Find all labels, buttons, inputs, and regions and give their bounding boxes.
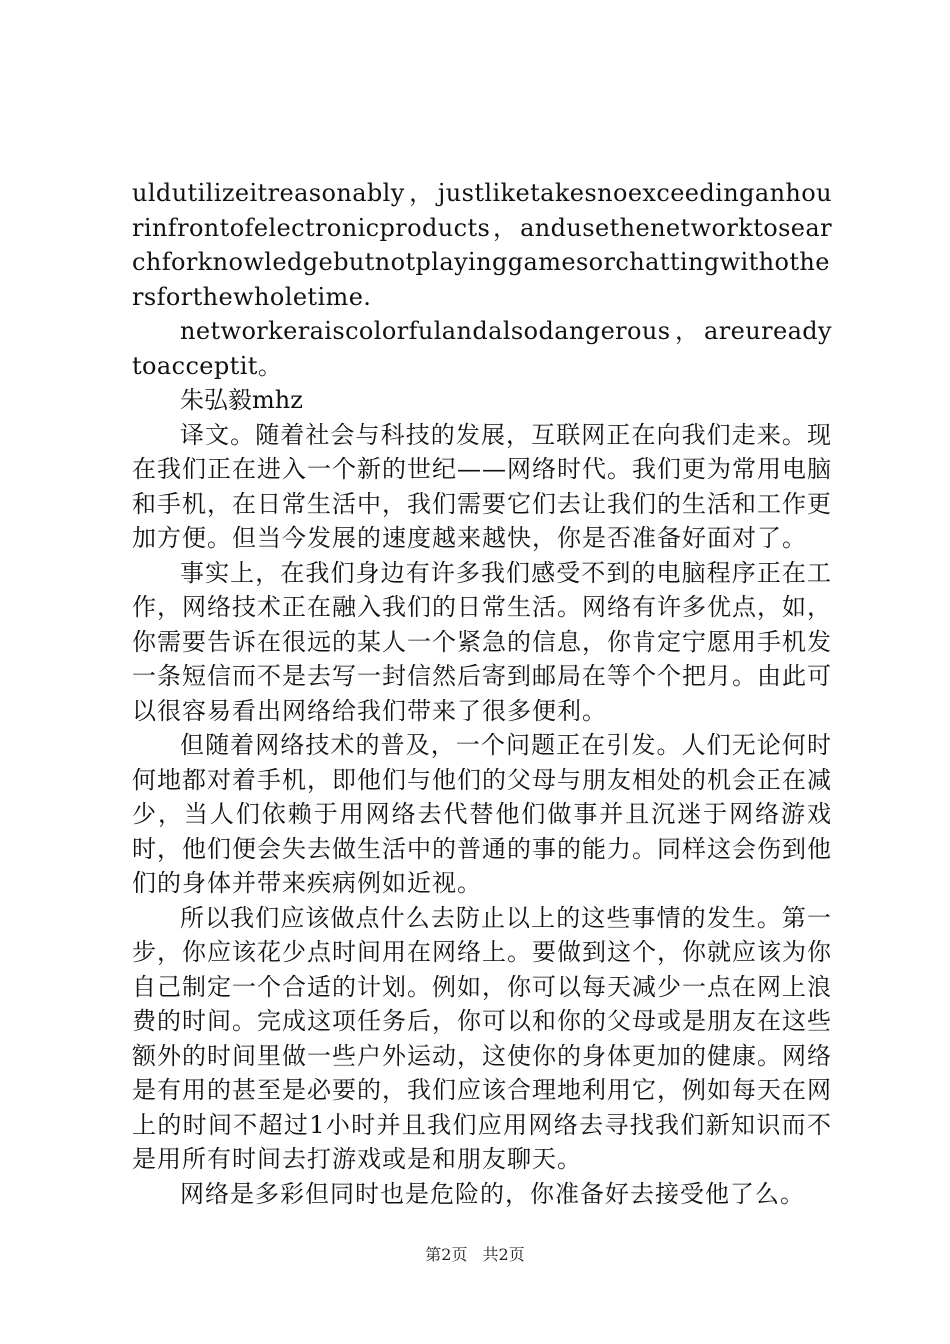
chinese-paragraph: 译文。随着社会与科技的发展，互联网正在向我们走来。现在我们正在进入一个新的世纪——网络时代。我们更为常用电脑和手机，在日常生活中，我们需要它们去让我们的生活和工作更加方便。但当今发展的速度越来越快，你是否准备好面对了。 xyxy=(132,420,832,552)
page-total: 共2页 xyxy=(482,1245,525,1264)
english-paragraph: networkeraiscolorfulandalsodangerous，areureadytoacceptit。 xyxy=(132,317,832,380)
chinese-paragraph: 所以我们应该做点什么去防止以上的这些事情的发生。第一步，你应该花少点时间用在网络上。要做到这个，你就应该为你自己制定一个合适的计划。例如，你可以每天减少一点在网上浪费的时间。完成这项任务后，你可以和你的父母或是朋友在这些额外的时间里做一些户外运动，这使你的身体更加的健康。网络是有用的甚至是必要的，我们应该合理地利用它，例如每天在网上的时间不超过1小时并且我们应用网络去寻找我们新知识而不是用所有时间去打游戏或是和朋友聊天。 xyxy=(132,903,832,1173)
english-paragraph: uldutilizeitreasonably，justliketakesnoexceedinganhourinfrontofelectronicproducts，andusethenetworktosearchforknowledgebutnotplayinggamesorchattingwithothersforthewholetime. xyxy=(132,179,832,311)
author-line: 朱弘毅mhz xyxy=(180,386,303,414)
page-footer xyxy=(0,1242,950,1265)
chinese-paragraph: 网络是多彩但同时也是危险的，你准备好去接受他了么。 xyxy=(180,1179,805,1208)
chinese-paragraph: 但随着网络技术的普及，一个问题正在引发。人们无论何时何地都对着手机，即他们与他们的父母与朋友相处的机会正在减少，当人们依赖于用网络去代替他们做事并且沉迷于网络游戏时，他们便会失去做生活中的普通的事的能力。同样这会伤到他们的身体并带来疾病例如近视。 xyxy=(132,731,832,897)
chinese-paragraph: 事实上，在我们身边有许多我们感受不到的电脑程序正在工作，网络技术正在融入我们的日常生活。网络有许多优点，如，你需要告诉在很远的某人一个紧急的信息，你肯定宁愿用手机发一条短信而不是去写一封信然后寄到邮局在等个个把月。由此可以很容易看出网络给我们带来了很多便利。 xyxy=(132,558,832,725)
document-body xyxy=(132,176,832,1211)
page-number: 第2页 xyxy=(425,1245,468,1264)
